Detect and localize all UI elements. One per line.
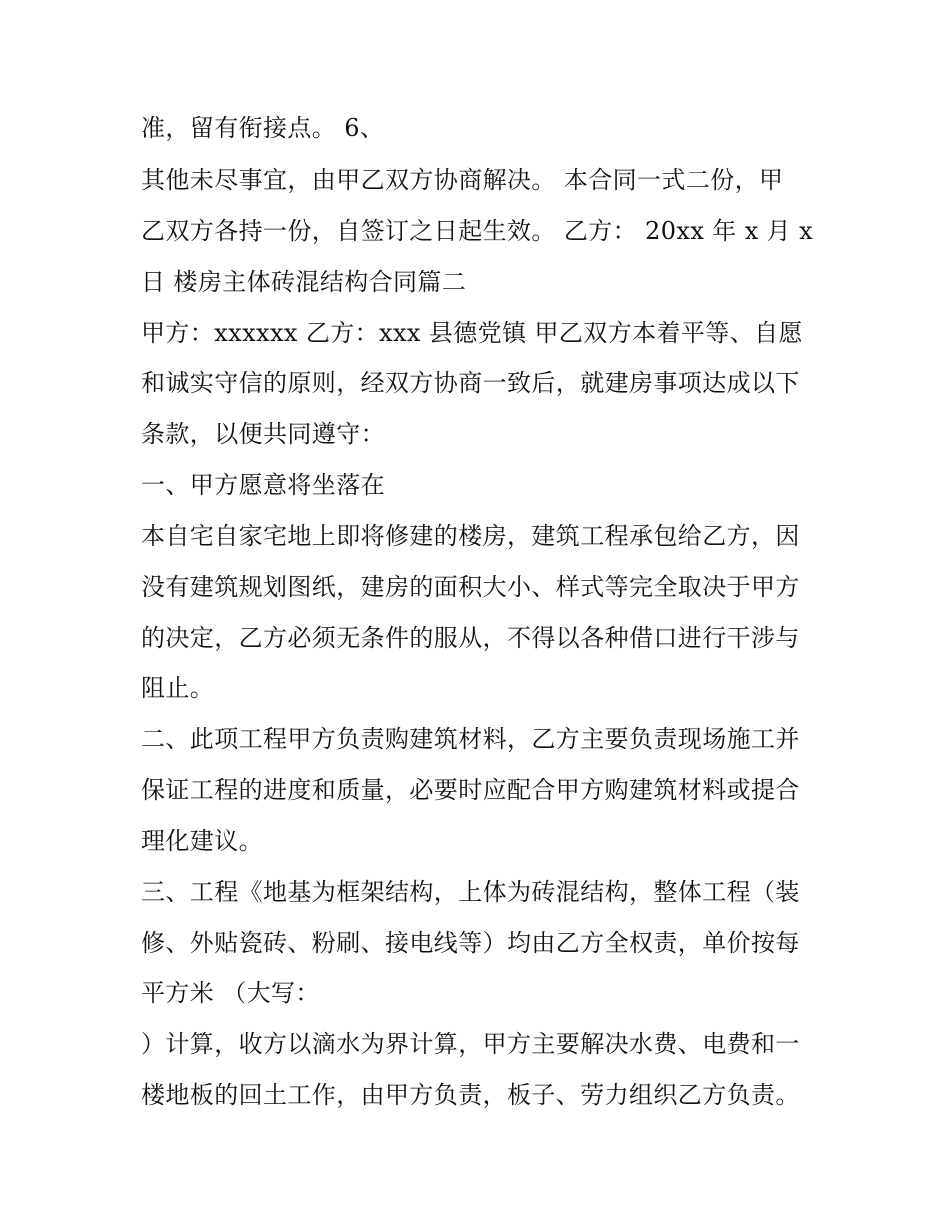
text-line: 日 楼房主体砖混结构合同篇二: [141, 268, 467, 296]
text-line: 没有建筑规划图纸，建房的面积大小、样式等完全取决于甲方: [141, 573, 800, 601]
text-line: 乙双方各持一份，自签订之日起生效。 乙方： 20xx 年 x 月 x: [141, 217, 814, 245]
text-line: 楼地板的回土工作，由甲方负责，板子、劳力组织乙方负责。: [141, 1081, 800, 1109]
text-line: 二、此项工程甲方负责购建筑材料，乙方主要负责现场施工并: [141, 725, 800, 753]
text-line: 阻止。: [141, 674, 215, 702]
text-line: 修、外贴瓷砖、粉刷、接电线等）均由乙方全权责，单价按每: [141, 929, 800, 957]
text-line: 保证工程的进度和质量，必要时应配合甲方购建筑材料或提合: [141, 776, 800, 804]
text-line: 和诚实守信的原则，经双方协商一致后，就建房事项达成以下: [141, 369, 800, 397]
text-line: 的决定，乙方必须无条件的服从，不得以各种借口进行干涉与: [141, 624, 800, 652]
text-line: 条款，以便共同遵守：: [141, 420, 385, 448]
text-line: 本自宅自家宅地上即将修建的楼房，建筑工程承包给乙方，因: [141, 522, 800, 550]
text-line: 一、甲方愿意将坐落在: [141, 471, 385, 499]
text-line: ）计算，收方以滴水为界计算，甲方主要解决水费、电费和一: [141, 1030, 800, 1058]
text-line: 其他未尽事宜，由甲乙双方协商解决。 本合同一式二份，甲: [141, 166, 784, 194]
text-line: 甲方：xxxxxx 乙方：xxx 县德党镇 甲乙双方本着平等、自愿: [141, 319, 803, 347]
text-line: 准，留有衔接点。 6、: [141, 114, 385, 142]
text-line: 理化建议。: [141, 827, 263, 855]
text-line: 平方米 （大写：: [141, 979, 320, 1007]
text-line: 三、工程《地基为框架结构，上体为砖混结构，整体工程（装: [141, 878, 800, 906]
